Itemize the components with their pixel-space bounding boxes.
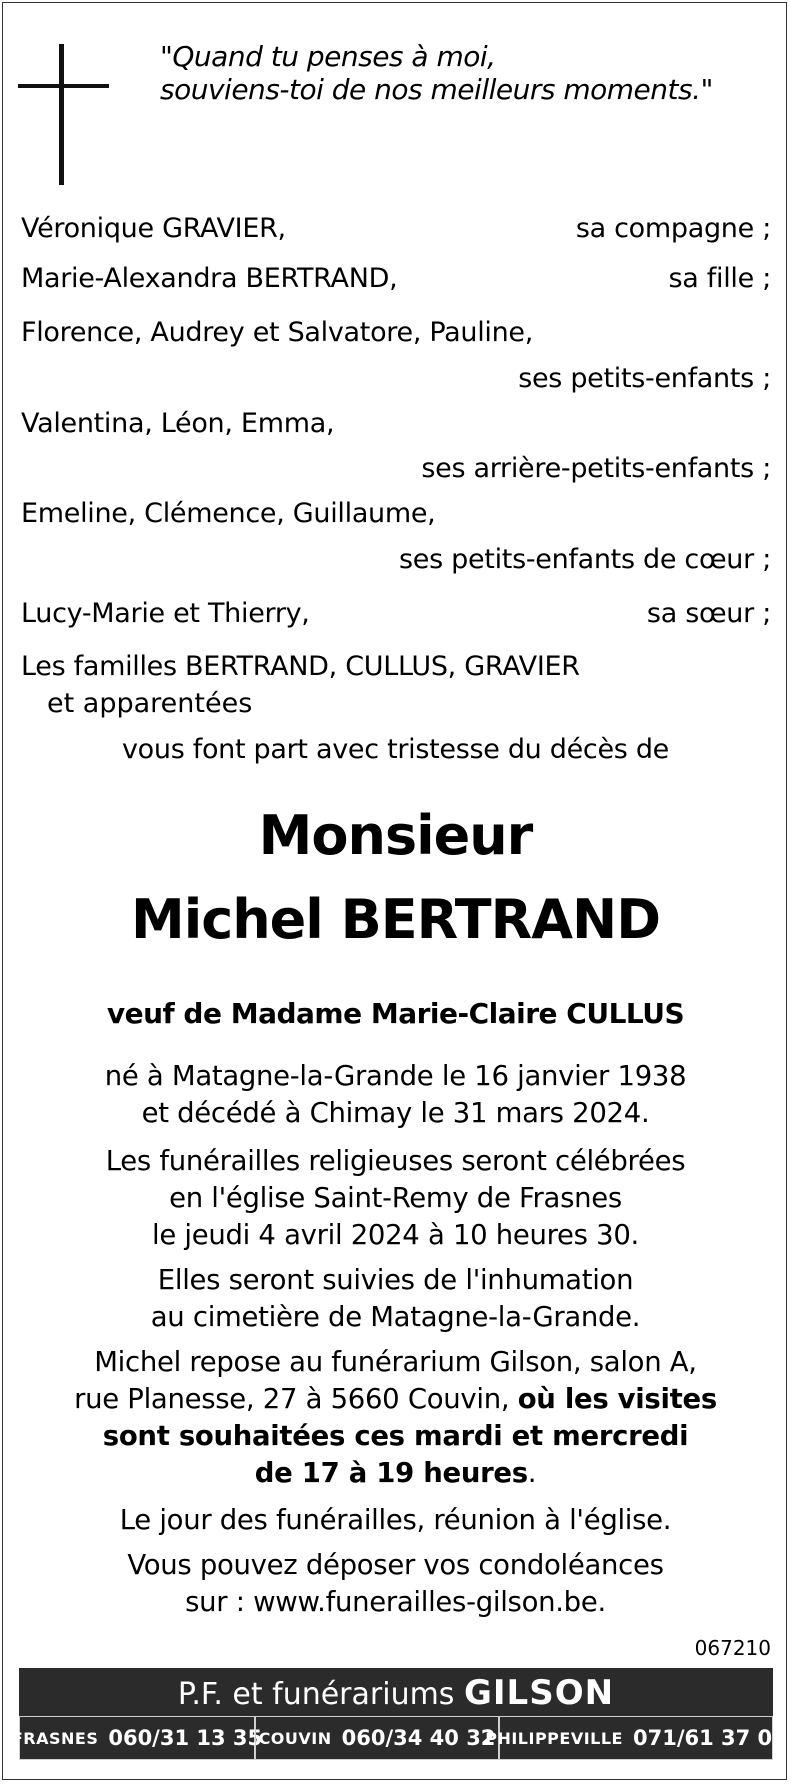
family-name: Lucy-Marie et Thierry, <box>21 598 310 629</box>
family-name: Marie-Alexandra BERTRAND, <box>21 263 398 294</box>
visitation-period: . <box>527 1457 537 1489</box>
condolences-block <box>0 1547 791 1621</box>
footer-title <box>19 1668 773 1716</box>
visitation-address: rue Planesse, 27 à 5660 Couvin, <box>74 1383 518 1415</box>
contact-town: COUVIN <box>258 1728 332 1748</box>
condolences-line: Vous pouvez déposer vos condoléances <box>127 1549 664 1581</box>
visitation-emphasis: où les visites <box>517 1383 717 1415</box>
visitation-line <box>0 1418 791 1455</box>
family-relation: sa compagne ; <box>575 213 771 244</box>
burial-line: au cimetière de Matagne-la-Grande. <box>150 1301 641 1333</box>
family-relation: sa sœur ; <box>646 598 771 629</box>
family-relation: sa fille ; <box>668 263 771 294</box>
family-relation: ses petits-enfants de cœur ; <box>399 544 771 575</box>
meeting-line: Le jour des funérailles, réunion à l'église. <box>119 1504 672 1536</box>
reference-number: 067210 <box>694 1636 771 1660</box>
cross-vertical-bar <box>59 44 64 185</box>
contact-frasnes <box>11 1716 263 1760</box>
funeral-line: en l'église Saint-Remy de Frasnes <box>169 1182 622 1214</box>
visitation-line <box>0 1381 791 1418</box>
visitation-block <box>0 1344 791 1492</box>
family-name: Florence, Audrey et Salvatore, Pauline, <box>21 317 534 348</box>
funeral-line: le jeudi 4 avril 2024 à 10 heures 30. <box>152 1219 639 1251</box>
contact-phone: 071/61 37 01 <box>632 1726 787 1750</box>
contact-couvin <box>255 1716 499 1760</box>
quote <box>160 40 713 106</box>
cross-horizontal-bar <box>18 84 109 88</box>
footer-band <box>11 1668 787 1760</box>
family-relation: ses petits-enfants ; <box>518 363 771 394</box>
families-text: Les familles BERTRAND, CULLUS, GRAVIER <box>21 651 580 682</box>
burial-block <box>0 1262 791 1336</box>
family-name: Valentina, Léon, Emma, <box>21 408 335 439</box>
visitation-hours: de 17 à 19 heures <box>254 1457 528 1489</box>
widower-line: veuf de Madame Marie-Claire CULLUS <box>106 997 685 1030</box>
contact-phone: 060/31 13 35 <box>108 1726 263 1750</box>
deceased-title: Monsieur <box>258 804 533 867</box>
contact-phone: 060/34 40 32 <box>341 1726 496 1750</box>
deceased-name: Michel BERTRAND <box>130 888 661 951</box>
family-name: Véronique GRAVIER, <box>21 213 286 244</box>
funeral-block <box>0 1143 791 1254</box>
condolences-url: sur : www.funerailles-gilson.be. <box>185 1586 606 1618</box>
visitation-emphasis: sont souhaitées ces mardi et mercredi <box>102 1420 689 1452</box>
quote-line-1: "Quand tu penses à moi, <box>160 40 496 73</box>
death-line: et décédé à Chimay le 31 mars 2024. <box>141 1097 650 1129</box>
birth-line: né à Matagne-la-Grande le 16 janvier 1938 <box>104 1060 687 1092</box>
funeral-line: Les funérailles religieuses seront célébrées <box>105 1145 686 1177</box>
contact-town: FRASNES <box>11 1728 99 1748</box>
contact-town: PHILIPPEVILLE <box>485 1728 623 1748</box>
footer-contacts <box>11 1716 787 1760</box>
footer-prefix: P.F. et funérariums <box>177 1677 455 1712</box>
visitation-line <box>0 1455 791 1492</box>
contact-philippeville <box>485 1716 787 1760</box>
families-related: et apparentées <box>47 688 253 719</box>
quote-line-2: souviens-toi de nos meilleurs moments." <box>160 73 713 106</box>
visitation-line: Michel repose au funérarium Gilson, salon A, <box>94 1346 697 1378</box>
family-name: Emeline, Clémence, Guillaume, <box>21 498 436 529</box>
burial-line: Elles seront suivies de l'inhumation <box>157 1264 634 1296</box>
announcement: vous font part avec tristesse du décès de <box>121 734 669 765</box>
birth-death-block <box>0 1058 791 1132</box>
footer-brand: GILSON <box>464 1673 615 1713</box>
family-relation: ses arrière-petits-enfants ; <box>421 453 771 484</box>
